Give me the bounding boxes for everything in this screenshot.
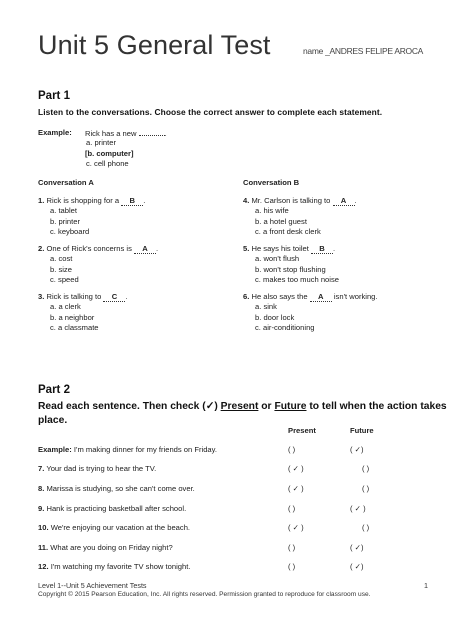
part2-row (38, 484, 195, 493)
option: a. his wife (255, 206, 289, 215)
question-number: 1. (38, 196, 45, 205)
row-number: 11. (38, 543, 49, 552)
option: b. door lock (255, 312, 295, 322)
answer-blank: B (311, 245, 333, 254)
future-checkbox: ( ) (362, 523, 370, 532)
present-checkbox: ( ) (288, 445, 296, 454)
part1-heading: Part 1 (38, 90, 70, 102)
question-number: 4. (243, 196, 250, 205)
present-checkbox: ( ✓ ) (288, 523, 304, 532)
row-sentence: I'm making dinner for my friends on Friday. (73, 445, 217, 454)
part2-row (38, 464, 156, 473)
option: a. tablet (50, 206, 78, 215)
instr-text: to tell when the action takes place. (38, 401, 447, 426)
page-number: 1 (424, 581, 428, 590)
row-sentence: Marissa is studying, so she can't come over. (46, 484, 195, 493)
future-checkbox: ( ✓) (350, 543, 364, 552)
question-stem-end: . (354, 196, 357, 205)
question-4 (243, 196, 357, 206)
question-6-options (255, 302, 315, 334)
question-2-options (50, 254, 79, 286)
footer-left: Level 1--Unit 5 Achievement Tests (38, 581, 147, 590)
question-6 (243, 292, 378, 302)
example-stem-text: Rick has a new (85, 129, 137, 138)
question-stem: Mr. Carlson is talking to (251, 196, 331, 205)
answer-blank: A (333, 197, 355, 206)
part2-row (38, 543, 173, 552)
present-checkbox: ( ) (288, 504, 296, 513)
option: c. a classmate (50, 323, 99, 332)
example-blank (139, 128, 165, 136)
column-present: Present (288, 426, 316, 435)
future-keyword: Future (274, 401, 307, 412)
question-4-options (255, 206, 321, 238)
row-sentence: Your dad is trying to hear the TV. (46, 464, 157, 473)
row-sentence: We're enjoying our vacation at the beach. (50, 523, 191, 532)
row-number: Example: (38, 445, 72, 454)
row-sentence: I'm watching my favorite TV show tonight. (50, 562, 191, 571)
row-number: 9. (38, 504, 45, 513)
question-1 (38, 196, 145, 206)
part2-heading: Part 2 (38, 384, 70, 396)
present-checkbox: ( ✓ ) (288, 464, 304, 473)
row-number: 10. (38, 523, 49, 532)
future-checkbox: ( ) (362, 464, 370, 473)
question-5-options (255, 254, 339, 286)
part1-instructions: Listen to the conversations. Choose the correct answer to complete each statement. (38, 107, 383, 117)
future-checkbox: ( ) (362, 484, 370, 493)
row-sentence: Hank is practicing basketball after school. (46, 504, 187, 513)
row-sentence: What are you doing on Friday night? (50, 543, 173, 552)
instr-text: Read each sentence. Then check ( (38, 401, 206, 412)
question-stem-end: . (156, 244, 159, 253)
conversation-b-heading: Conversation B (243, 178, 300, 187)
present-checkbox: ( ) (288, 543, 296, 552)
part2-row (38, 523, 190, 532)
conversation-a-heading: Conversation A (38, 178, 94, 187)
answer-blank: B (121, 197, 143, 206)
check-mark-icon: ✓ (205, 401, 215, 412)
option: a. a clerk (50, 302, 81, 311)
future-checkbox: ( ✓) (350, 562, 364, 571)
option: a. won't flush (255, 254, 300, 263)
question-stem: Rick is talking to (46, 292, 102, 301)
option: a. sink (255, 302, 277, 311)
option: c. a front desk clerk (255, 227, 321, 236)
column-future: Future (350, 426, 374, 435)
option: a. cost (50, 254, 73, 263)
option: c. keyboard (50, 227, 90, 236)
option: b. printer (50, 216, 80, 226)
part2-row (38, 445, 217, 454)
question-3-options (50, 302, 99, 334)
future-checkbox: ( ✓ ) (350, 504, 366, 513)
copyright: Copyright © 2015 Pearson Education, Inc. All rights reserved. Permission granted to reproduce for classroom use. (38, 591, 371, 598)
part2-row (38, 504, 186, 513)
question-stem-end: . (333, 244, 336, 253)
example-option-c: c. cell phone (86, 159, 129, 168)
option: b. won't stop flushing (255, 264, 326, 274)
question-stem-end: . (125, 292, 128, 301)
present-checkbox: ( ) (288, 562, 296, 571)
instr-text: or (258, 401, 275, 412)
row-number: 8. (38, 484, 45, 493)
option: b. a hotel guest (255, 216, 307, 226)
example-stem (85, 128, 167, 138)
option: b. a neighbor (50, 312, 95, 322)
question-stem: He says his toilet (251, 244, 309, 253)
student-name: name _ANDRES FELIPE AROCA (303, 46, 424, 56)
example-option-b: [b. computer] (85, 148, 134, 158)
example-options (85, 138, 134, 170)
question-stem: Rick is shopping for a (46, 196, 120, 205)
example-stem-end: . (164, 129, 167, 138)
row-number: 7. (38, 464, 45, 473)
question-3 (38, 292, 128, 302)
part2-instructions (38, 400, 448, 428)
example-option-a: a. printer (86, 138, 116, 147)
option: c. air-conditioning (255, 323, 315, 332)
question-stem-end: isn't working. (333, 292, 378, 301)
present-checkbox: ( ✓ ) (288, 484, 304, 493)
question-5 (243, 244, 335, 254)
answer-blank: C (103, 293, 125, 302)
row-number: 12. (38, 562, 49, 571)
part2-row (38, 562, 190, 571)
answer-blank: A (310, 293, 332, 302)
question-number: 2. (38, 244, 45, 253)
question-number: 6. (243, 292, 250, 301)
question-2 (38, 244, 158, 254)
question-1-options (50, 206, 89, 238)
instr-text: ) (214, 401, 221, 412)
option: b. size (50, 264, 72, 274)
option: c. makes too much noise (255, 275, 339, 284)
answer-blank: A (134, 245, 156, 254)
option: c. speed (50, 275, 79, 284)
question-number: 5. (243, 244, 250, 253)
question-stem: One of Rick's concerns is (46, 244, 132, 253)
question-stem: He also says the (251, 292, 308, 301)
present-keyword: Present (220, 401, 259, 412)
question-number: 3. (38, 292, 45, 301)
page-title: Unit 5 General Test (38, 30, 271, 60)
question-stem-end: . (143, 196, 146, 205)
future-checkbox: ( ✓) (350, 445, 364, 454)
example-label: Example: (38, 128, 72, 137)
